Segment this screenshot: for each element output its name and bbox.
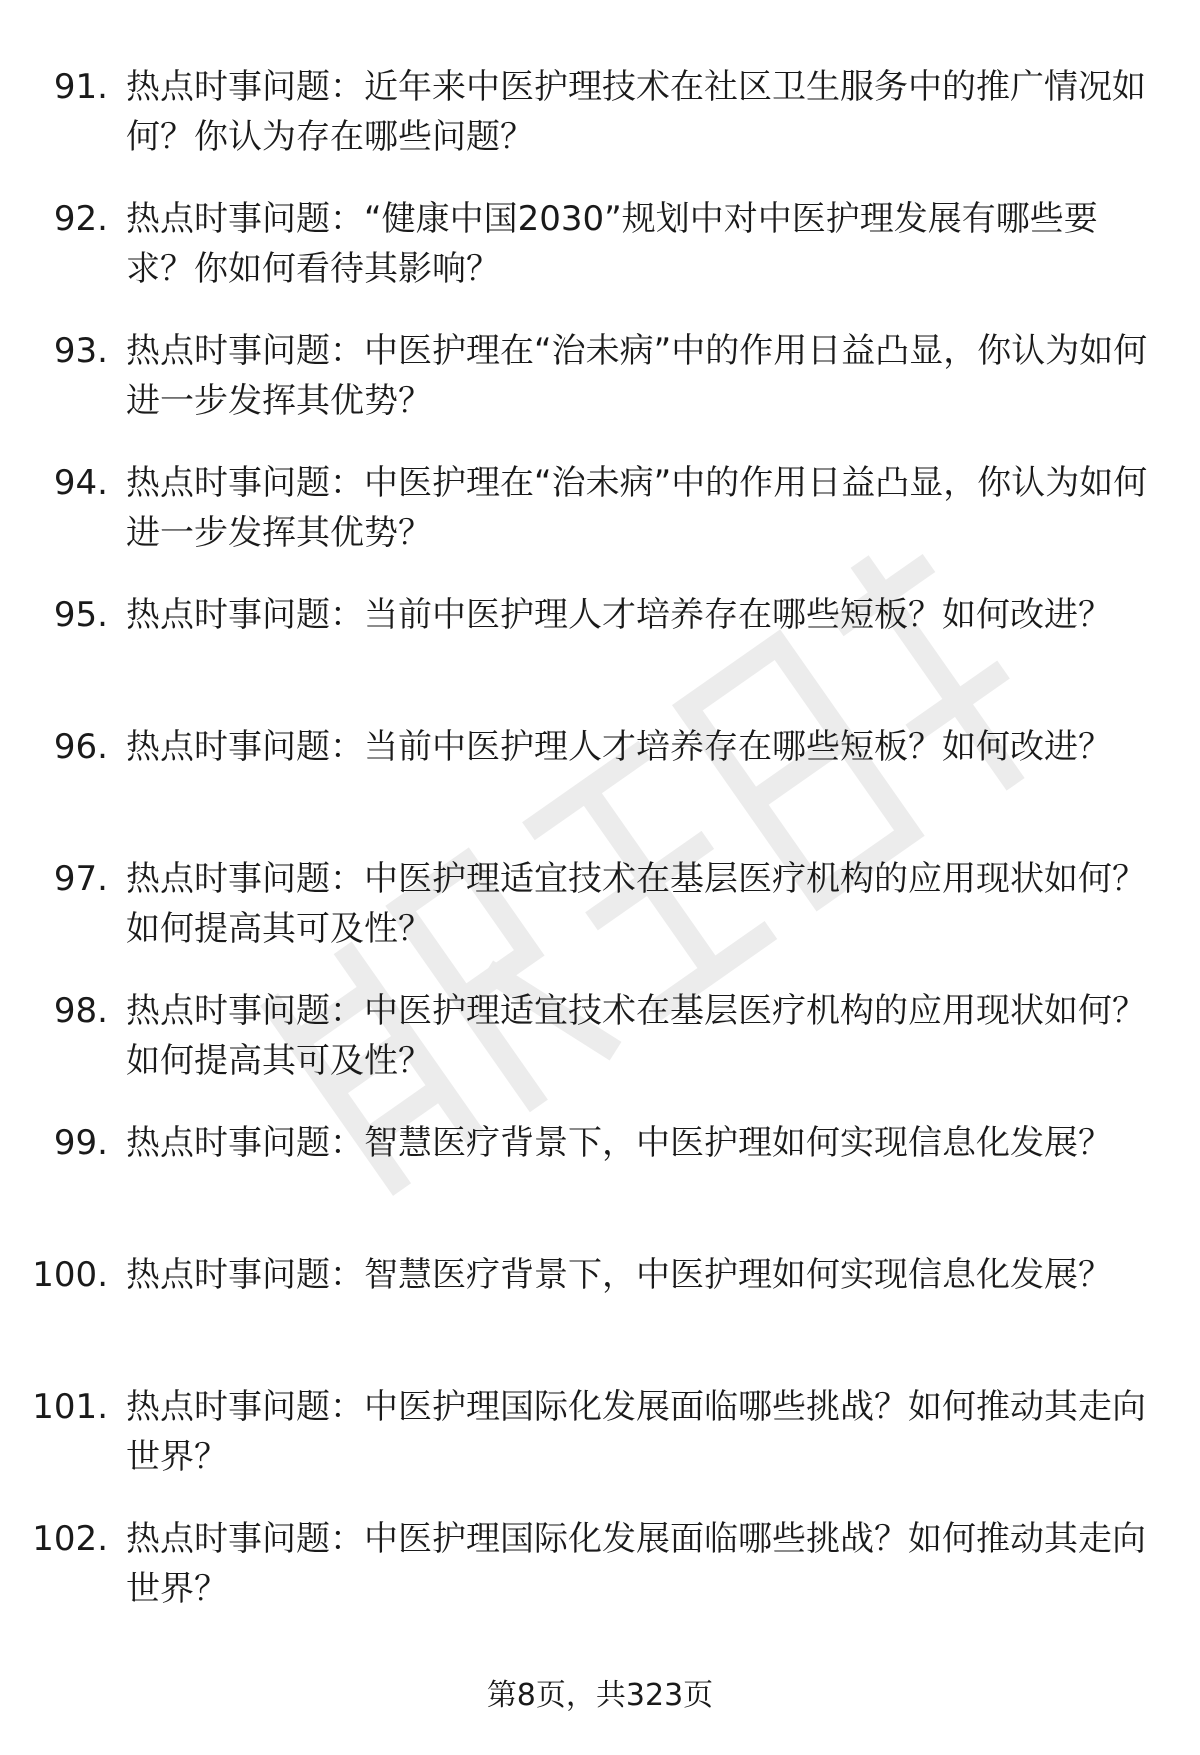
question-text: 热点时事问题：智慧医疗背景下，中医护理如何实现信息化发展？ — [126, 1255, 1112, 1295]
question-text: 热点时事问题：中医护理适宜技术在基层医疗机构的应用现状如何？如何提高其可及性？ — [126, 991, 1146, 1081]
question-number: 92. — [53, 199, 108, 239]
question-text: 热点时事问题：当前中医护理人才培养存在哪些短板？如何改进？ — [126, 595, 1112, 635]
question-number: 94. — [53, 463, 108, 503]
question-item — [0, 1250, 1200, 1382]
question-number: 91. — [53, 67, 108, 107]
question-text: 热点时事问题：智慧医疗背景下，中医护理如何实现信息化发展？ — [126, 1123, 1112, 1163]
question-text: 热点时事问题：中医护理国际化发展面临哪些挑战？如何推动其走向世界？ — [126, 1519, 1146, 1609]
question-item — [0, 722, 1200, 854]
question-text: 热点时事问题：中医护理在“治未病”中的作用日益凸显，你认为如何进一步发挥其优势？ — [126, 331, 1148, 421]
question-item — [0, 986, 1200, 1118]
question-item — [0, 326, 1200, 458]
question-item — [0, 194, 1200, 326]
question-number: 101. — [32, 1387, 108, 1427]
question-number: 102. — [32, 1519, 108, 1559]
question-number: 96. — [53, 727, 108, 767]
question-number: 97. — [53, 859, 108, 899]
question-number: 98. — [53, 991, 108, 1031]
question-number: 100. — [32, 1255, 108, 1295]
question-text: 热点时事问题：当前中医护理人才培养存在哪些短板？如何改进？ — [126, 727, 1112, 767]
question-number: 93. — [53, 331, 108, 371]
question-text: 热点时事问题：中医护理国际化发展面临哪些挑战？如何推动其走向世界？ — [126, 1387, 1146, 1477]
question-item — [0, 854, 1200, 986]
question-text: 热点时事问题：中医护理适宜技术在基层医疗机构的应用现状如何？如何提高其可及性？ — [126, 859, 1146, 949]
question-item — [0, 458, 1200, 590]
question-item — [0, 1382, 1200, 1514]
question-text: 热点时事问题：近年来中医护理技术在社区卫生服务中的推广情况如何？你认为存在哪些问题？ — [126, 67, 1146, 157]
question-item — [0, 1118, 1200, 1250]
question-item — [0, 62, 1200, 194]
page-footer: 第8页，共323页 — [486, 1678, 714, 1713]
question-item — [0, 1514, 1200, 1646]
question-number: 99. — [53, 1123, 108, 1163]
question-number: 95. — [53, 595, 108, 635]
question-text: 热点时事问题：中医护理在“治未病”中的作用日益凸显，你认为如何进一步发挥其优势？ — [126, 463, 1148, 553]
question-list — [0, 62, 1200, 1646]
question-text: 热点时事问题：“健康中国2030”规划中对中医护理发展有哪些要求？你如何看待其影响？ — [126, 199, 1098, 289]
question-item — [0, 590, 1200, 722]
